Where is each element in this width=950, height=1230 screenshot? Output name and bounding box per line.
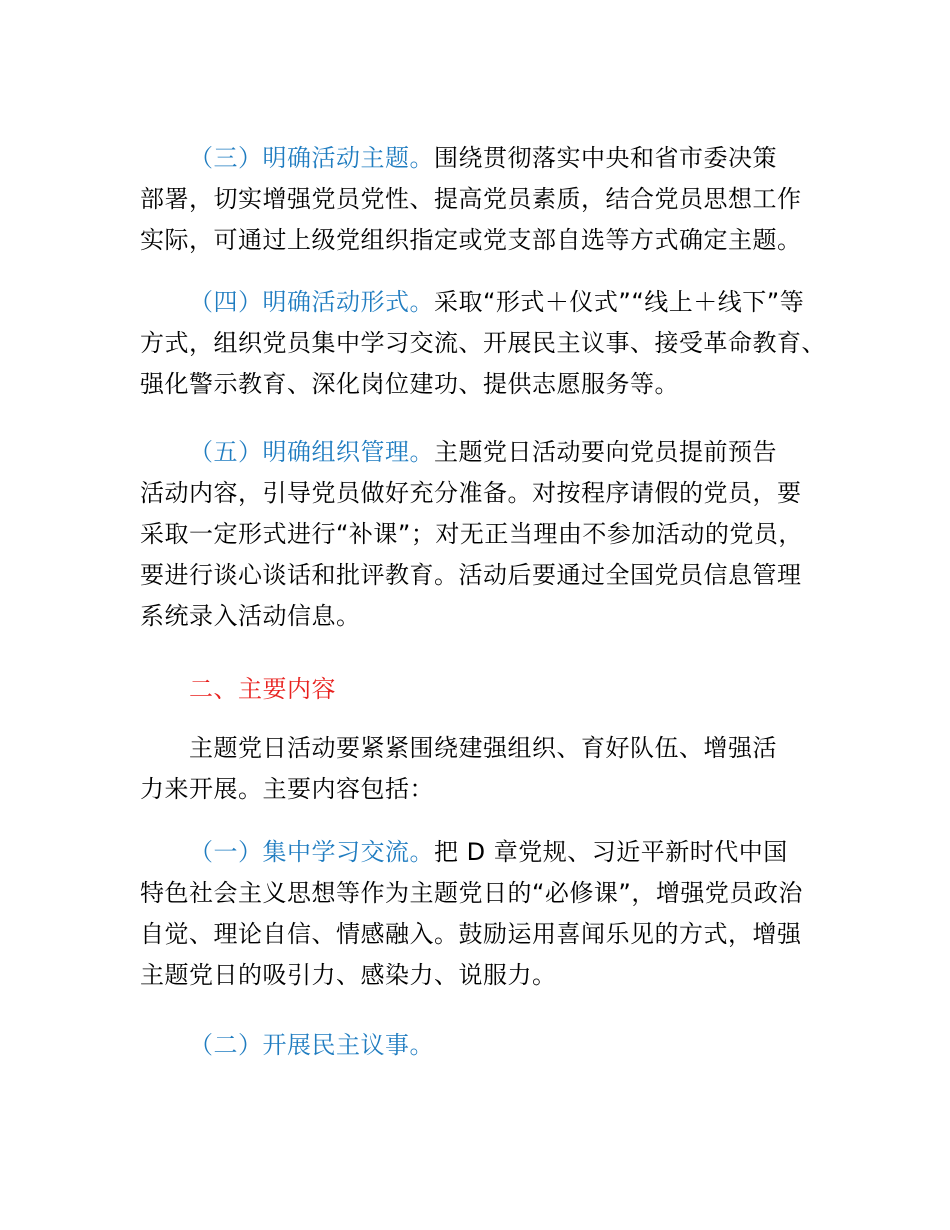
subsection-1-line-2: 特色社会主义思想等作为主题党日的“必修课”，增强党员政治 <box>140 879 803 907</box>
intro-line-2: 力来开展。主要内容包括： <box>140 775 434 803</box>
subsection-2-heading: （二）开展民主议事。 <box>189 1031 434 1059</box>
section-5-line-4: 要进行谈心谈话和批评教育。活动后要通过全国党员信息管理 <box>140 561 802 589</box>
subsection-1-line-3: 自觉、理论自信、情感融入。鼓励运用喜闻乐见的方式，增强 <box>140 920 802 948</box>
section-3-line-3: 实际，可通过上级党组织指定或党支部自选等方式确定主题。 <box>140 226 802 254</box>
section-4-text: 采取“形式＋仪式”“线上＋线下”等 <box>434 288 805 316</box>
subsection-1-line-4: 主题党日的吸引力、感染力、说服力。 <box>140 961 557 989</box>
section-5-line-1 <box>140 432 840 473</box>
subsection-1-line-1 <box>140 832 840 873</box>
section-5-line-5: 系统录入活动信息。 <box>140 602 361 630</box>
section-3-text: 围绕贯彻落实中央和省市委决策 <box>434 144 777 172</box>
section-3-line-1 <box>140 138 840 179</box>
subsection-1-heading: （一）集中学习交流。 <box>189 838 434 866</box>
chapter-heading <box>140 669 840 710</box>
intro-paragraph <box>140 728 840 810</box>
section-5-text: 主题党日活动要向党员提前预告 <box>434 438 777 466</box>
subsection-1-paragraph <box>140 832 840 996</box>
section-4-line-1 <box>140 282 840 323</box>
section-5-heading: （五）明确组织管理。 <box>189 438 434 466</box>
intro-line-1 <box>140 728 840 769</box>
section-4-paragraph <box>140 282 840 405</box>
section-3-heading: （三）明确活动主题。 <box>189 144 434 172</box>
subsection-2-paragraph <box>140 1025 840 1066</box>
intro-line-1-text: 主题党日活动要紧紧围绕建强组织、育好队伍、增强活 <box>189 734 777 762</box>
section-4-line-3: 强化警示教育、深化岗位建功、提供志愿服务等。 <box>140 370 679 398</box>
subsection-1-text: 把 D 章党规、习近平新时代中国 <box>434 838 788 866</box>
section-3-paragraph <box>140 138 840 261</box>
section-3-line-2: 部署，切实增强党员党性、提高党员素质，结合党员思想工作 <box>140 185 802 213</box>
section-5-line-3: 采取一定形式进行“补课”；对无正当理由不参加活动的党员， <box>140 520 803 548</box>
section-5-paragraph <box>140 432 840 637</box>
section-4-heading: （四）明确活动形式。 <box>189 288 434 316</box>
chapter-heading-text: 二、主要内容 <box>189 675 336 703</box>
section-4-line-2: 方式，组织党员集中学习交流、开展民主议事、接受革命教育、 <box>140 329 826 357</box>
section-5-line-2: 活动内容，引导党员做好充分准备。对按程序请假的党员，要 <box>140 479 802 507</box>
